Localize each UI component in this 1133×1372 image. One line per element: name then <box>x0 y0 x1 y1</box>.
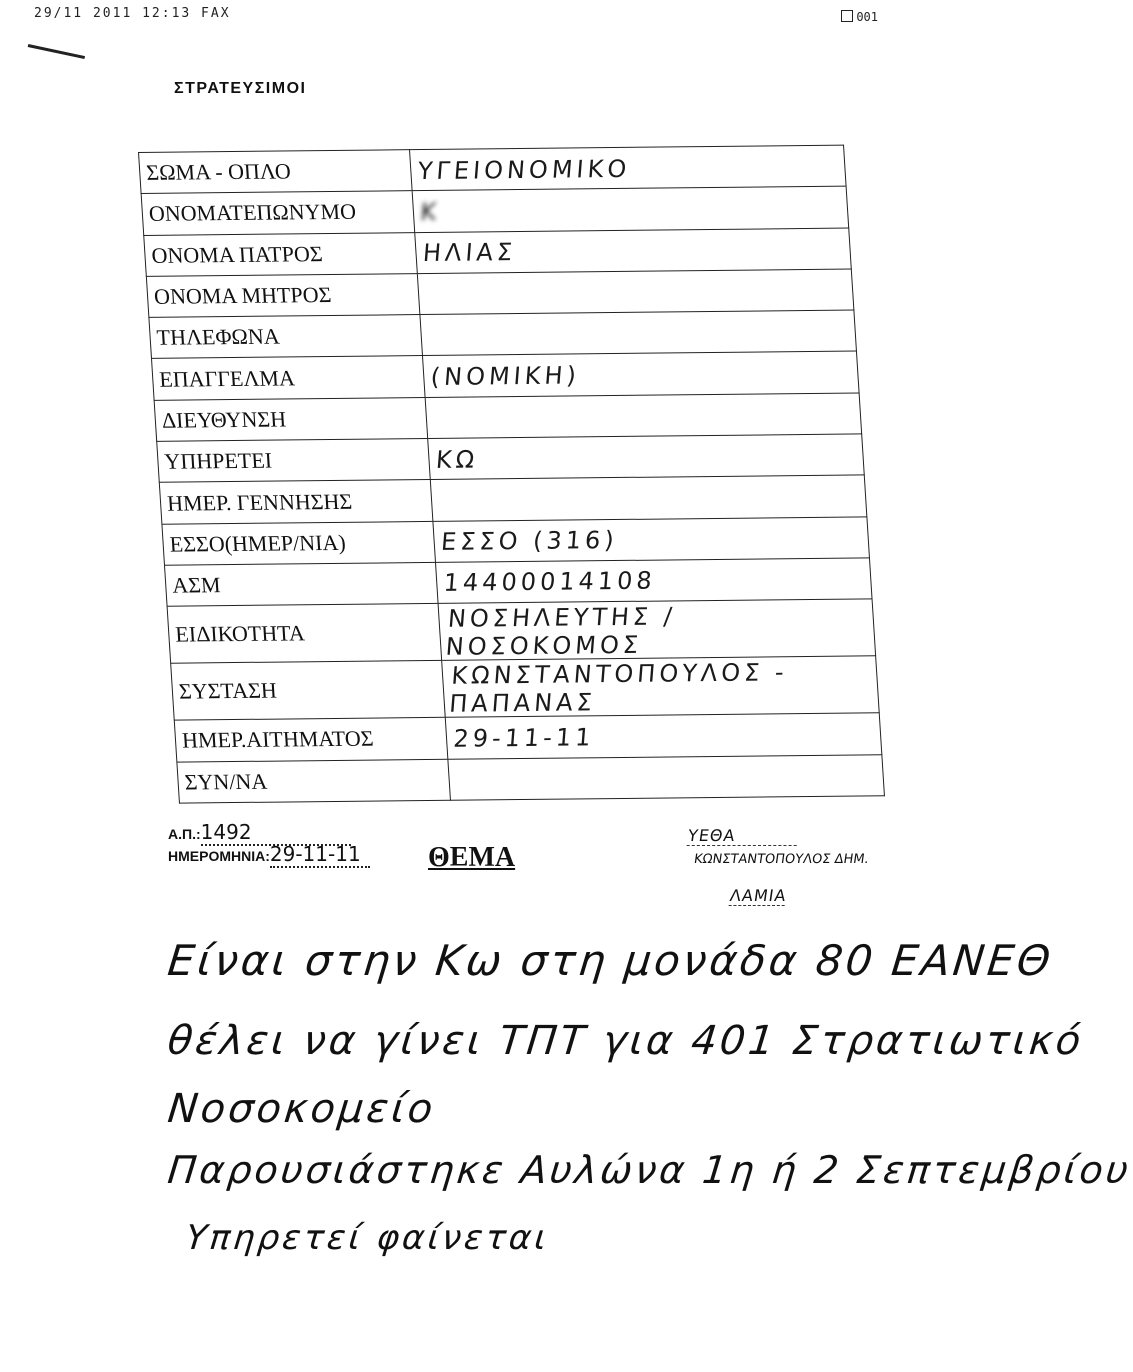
body-line-2: θέλει να γίνει ΤΠΤ για 401 Στρατιωτικό <box>165 1018 1086 1064</box>
form-row-label: ΔΙΕΥΘΥΝΣΗ <box>154 397 428 441</box>
body-line-4: Παρουσιάστηκε Αυλώνα 1η ή 2 Σεπτεμβρίου <box>165 1148 1133 1192</box>
checkbox-icon <box>841 10 853 22</box>
form-row-label: ΥΠΗΡΕΤΕΙ <box>157 439 431 483</box>
form-row-label: ΤΗΛΕΦΩΝΑ <box>149 315 423 359</box>
form-row-value: ΥΓΕΙΟΝΟΜΙΚΟ <box>409 145 846 191</box>
form-row-label: ΣΥΣΤΑΣΗ <box>171 661 446 721</box>
scan-mark <box>28 44 85 59</box>
recipient-line-3: ΛΑΜΙΑ <box>728 886 788 905</box>
form-row-label: ΗΜΕΡ.ΑΙΤΗΜΑΤΟΣ <box>174 718 448 762</box>
document-date <box>168 842 370 868</box>
form-row-value: ΗΛΙΑΣ <box>414 228 851 274</box>
form-row-label: ΕΙΔΙΚΟΤΗΤΑ <box>167 604 442 664</box>
form-row <box>164 558 872 607</box>
form-row-label: ΗΜΕΡ. ΓΕΝΝΗΣΗΣ <box>159 480 433 524</box>
personal-data-form <box>138 145 885 804</box>
form-row-value <box>417 269 854 315</box>
form-row <box>146 269 854 318</box>
form-row-value <box>430 475 867 521</box>
form-row-value: ΝΟΣΗΛΕΥΤΗΣ /ΝΟΣΟΚΟΜΟΣ <box>438 599 876 661</box>
form-table <box>138 145 885 804</box>
body-line-5: Υπηρετεί φαίνεται <box>183 1218 552 1258</box>
form-row-label: ΟΝΟΜΑΤΕΠΩΝΥΜΟ <box>141 191 415 235</box>
form-row <box>139 145 847 194</box>
form-row <box>149 310 857 359</box>
body-line-1: Είναι στην Κω στη μονάδα 80 ΕΑΝΕΘ <box>165 936 1056 985</box>
form-row-value: 14400014108 <box>435 558 872 604</box>
form-row-value: ΚΩ <box>427 434 864 480</box>
form-row-label: ΣΥΝ/ΝΑ <box>177 759 451 803</box>
page-number-text: 001 <box>856 10 878 24</box>
protocol-label: Α.Π.: <box>168 826 201 842</box>
form-row-value: 29-11-11 <box>445 713 882 759</box>
form-row-value: (ΝΟΜΙΚΗ) <box>422 351 859 397</box>
form-row-label: ΑΣΜ <box>164 562 438 606</box>
protocol-value: 1492 <box>201 820 351 846</box>
form-row-value <box>448 754 885 800</box>
body-line-3: Νοσοκομείο <box>165 1086 438 1132</box>
recipient-line-1: ΥΕΘΑ <box>687 826 800 846</box>
form-row-value-redacted: Κ <box>412 186 849 232</box>
fax-header: 29/11 2011 12:13 FAX <box>34 6 231 21</box>
form-row <box>157 434 865 483</box>
form-row <box>171 656 880 720</box>
form-row <box>154 393 862 442</box>
form-row-value: ΚΩΝΣΤΑΝΤΟΠΟΥΛΟΣ - ΠΑΠΑΝΑΣ <box>441 656 879 718</box>
form-row-label: ΟΝΟΜΑ ΜΗΤΡΟΣ <box>146 273 420 317</box>
form-row-value: ΕΣΣΟ (316) <box>433 517 870 563</box>
form-row-value-redacted <box>420 310 857 356</box>
form-row-label: ΕΠΑΓΓΕΛΜΑ <box>152 356 426 400</box>
document-heading: ΣΤΡΑΤΕΥΣΙΜΟΙ <box>174 80 307 97</box>
fax-page-number <box>841 10 878 24</box>
form-row-value-redacted <box>425 393 862 439</box>
form-row <box>167 599 876 663</box>
subject-heading: ΘΕΜΑ <box>428 842 516 873</box>
form-row-label: ΣΩΜΑ - ΟΠΛΟ <box>139 150 413 194</box>
form-row-label: ΕΣΣΟ(ΗΜΕΡ/ΝΙΑ) <box>162 521 436 565</box>
date-value: 29-11-11 <box>270 842 370 868</box>
form-row <box>177 754 885 803</box>
date-label: ΗΜΕΡΟΜΗΝΙΑ: <box>168 848 270 864</box>
form-row-label: ΟΝΟΜΑ ΠΑΤΡΟΣ <box>144 232 418 276</box>
recipient-line-2: ΚΩΝΣΤΑΝΤΟΠΟΥΛΟΣ ΔΗΜ. <box>692 852 870 867</box>
